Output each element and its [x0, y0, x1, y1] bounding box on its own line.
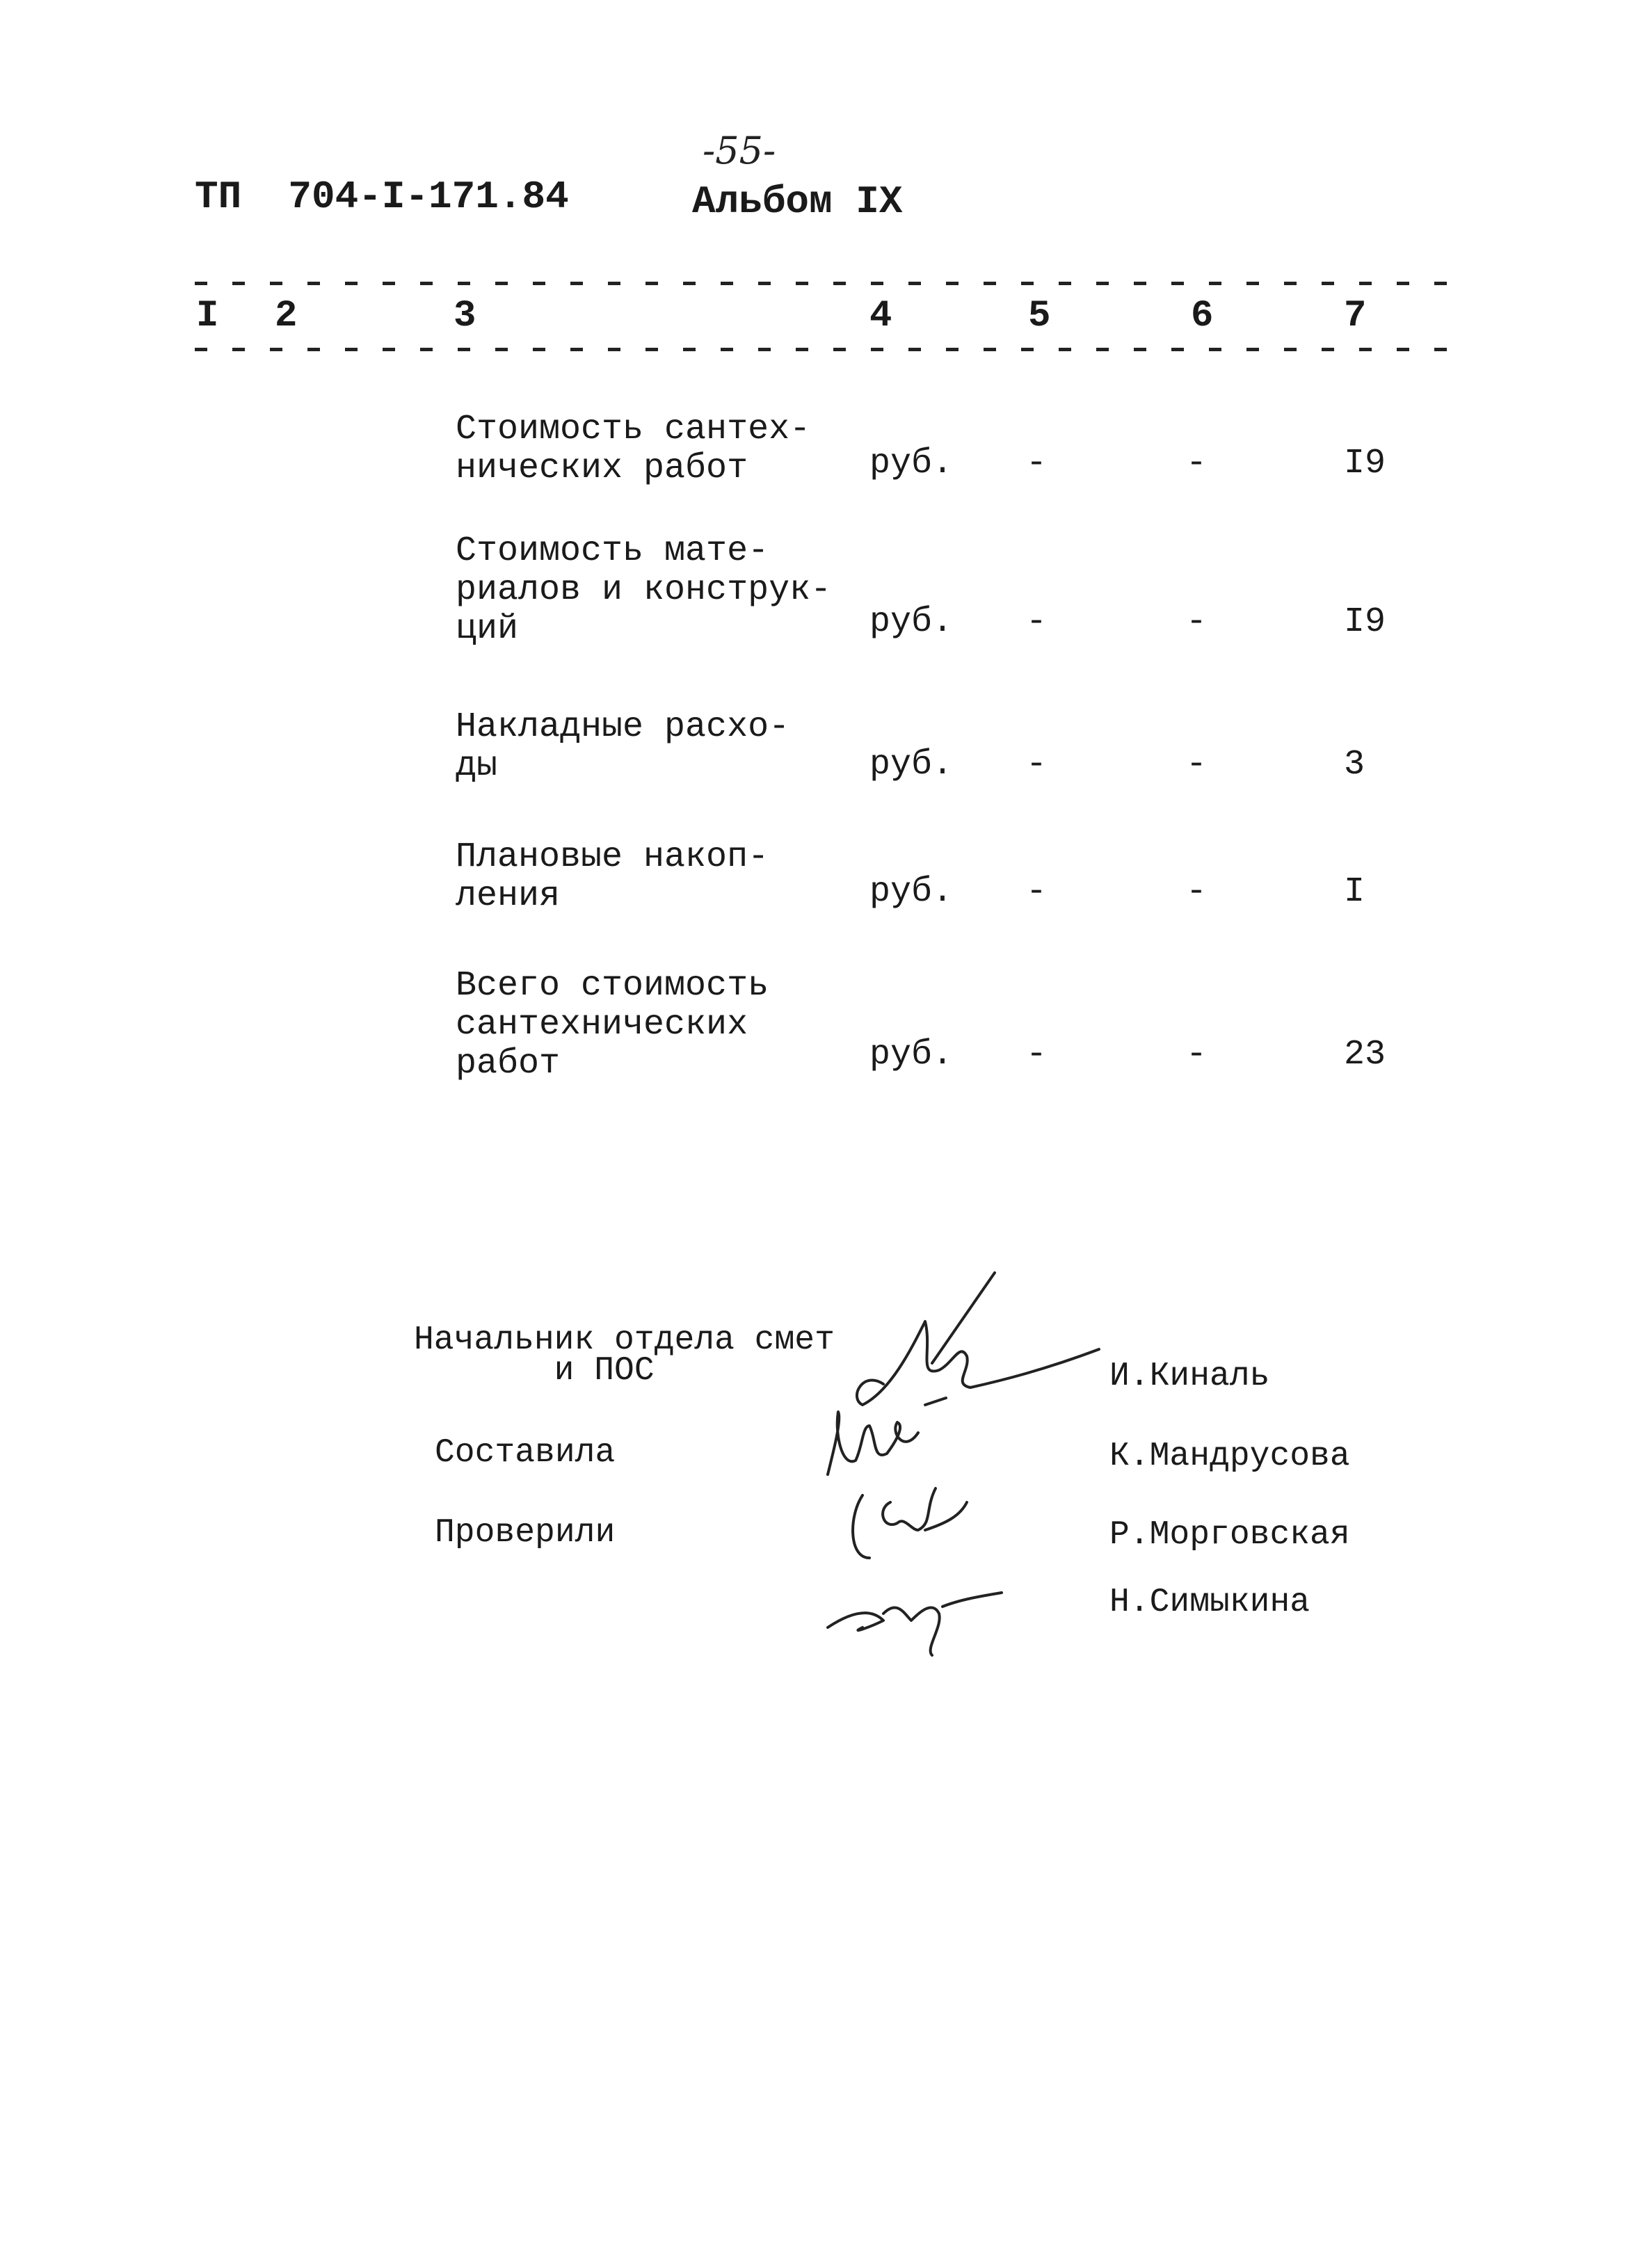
row-2-unit: руб.	[869, 602, 954, 642]
row-4-col5: -	[1026, 872, 1048, 912]
row-4-col6: -	[1186, 872, 1208, 912]
compiled-by-label: Составила	[435, 1434, 616, 1472]
signatory-name-3: Р.Морговская	[1109, 1516, 1350, 1554]
row-3-col6: -	[1186, 745, 1208, 785]
row-5-col6: -	[1186, 1035, 1208, 1075]
signatory-name-2: К.Мандрусова	[1109, 1438, 1350, 1475]
column-header-1: I	[196, 295, 219, 337]
signature-4-icon	[828, 1593, 1002, 1655]
row-3-unit: руб.	[869, 745, 954, 785]
column-header-5: 5	[1028, 295, 1051, 337]
row-2-col5: -	[1026, 602, 1048, 642]
row-1-col7: I9	[1344, 444, 1386, 483]
document-code: ТП 704-I-171.84	[195, 175, 569, 219]
column-header-2: 2	[275, 295, 298, 337]
signature-2-icon	[828, 1398, 946, 1474]
column-header-6: 6	[1191, 295, 1214, 337]
checked-by-label: Проверили	[435, 1514, 616, 1552]
header-rule-bottom	[195, 348, 1447, 351]
column-header-4: 4	[869, 295, 892, 337]
head-of-department-label: Начальник отдела смет и ПОС	[414, 1321, 835, 1390]
page-number: -55-	[703, 129, 776, 172]
row-1-unit: руб.	[869, 444, 954, 483]
row-2-col6: -	[1186, 602, 1208, 642]
row-1-description: Стоимость сантех- нических работ	[456, 410, 811, 488]
row-2-col7: I9	[1344, 602, 1386, 642]
signatory-name-1: И.Киналь	[1109, 1358, 1270, 1395]
row-5-col5: -	[1026, 1035, 1048, 1075]
row-5-unit: руб.	[869, 1035, 954, 1075]
signature-1-icon	[857, 1273, 1099, 1405]
row-4-description: Плановые накоп- ления	[456, 837, 769, 916]
row-4-col7: I	[1344, 872, 1365, 912]
row-5-description: Всего стоимость сантехнических работ	[456, 966, 769, 1084]
row-2-description: Стоимость мате- риалов и конструк- ций	[456, 531, 832, 649]
row-3-description: Накладные расхо- ды	[456, 707, 790, 786]
row-1-col5: -	[1026, 444, 1048, 483]
row-3-col7: 3	[1344, 745, 1365, 785]
signatory-name-4: Н.Симыкина	[1109, 1584, 1310, 1621]
signatures-scribble	[821, 1266, 1127, 1697]
row-3-col5: -	[1026, 745, 1048, 785]
signature-3-icon	[853, 1488, 967, 1558]
column-header-3: 3	[454, 295, 476, 337]
column-header-7: 7	[1344, 295, 1367, 337]
row-1-col6: -	[1186, 444, 1208, 483]
album-label: Альбом IX	[692, 179, 903, 224]
row-5-col7: 23	[1344, 1035, 1386, 1075]
row-4-unit: руб.	[869, 872, 954, 912]
header-rule-top	[195, 282, 1447, 285]
